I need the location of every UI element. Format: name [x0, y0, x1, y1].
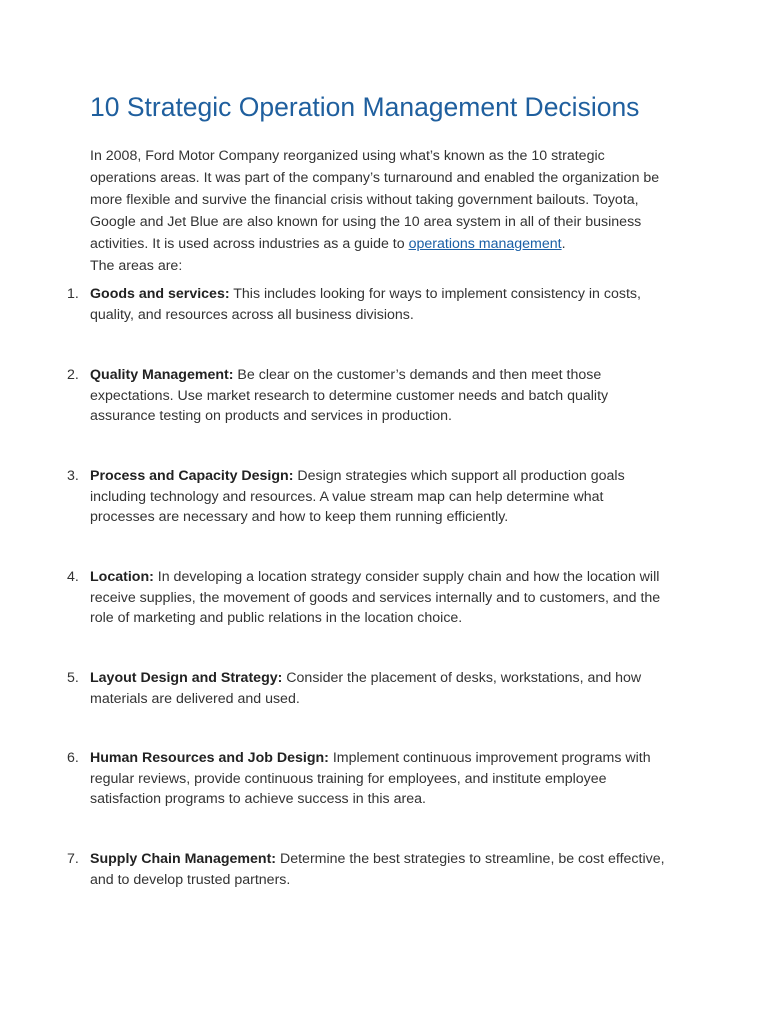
- list-item-line: satisfaction programs to achieve success in this area.: [90, 791, 426, 807]
- list-item-line: expectations. Use market research to determine customer needs and batch quality: [90, 387, 609, 404]
- list-item-number: 5.: [67, 670, 79, 686]
- page-title: 10 Strategic Operation Management Decisions: [90, 92, 640, 122]
- intro-text: activities. It is used across industries as a guide to: [90, 236, 409, 252]
- list-item-line: [90, 849, 690, 870]
- list-item-line: assurance testing on products and services in production.: [90, 408, 452, 424]
- list-item-term: Goods and services:: [90, 286, 230, 302]
- list-item-number: 1.: [67, 286, 79, 302]
- list-item-number: 3.: [67, 468, 79, 484]
- list-item-line: [90, 668, 690, 689]
- list-item-text: Consider the placement of desks, workstations, and how: [282, 670, 642, 686]
- operations-management-link[interactable]: operations management: [408, 236, 562, 252]
- list-item-number: 2.: [67, 367, 79, 383]
- list-item-number: 4.: [67, 569, 79, 585]
- intro-text: .: [561, 236, 566, 252]
- list-item-term: Supply Chain Management:: [90, 851, 277, 867]
- list-item-text: In developing a location strategy consider supply chain and how the location will: [153, 569, 660, 585]
- areas-label: The areas are:: [90, 258, 183, 274]
- list-item-text: Determine the best strategies to streamline, be cost effective,: [276, 851, 665, 867]
- list-item-body: [90, 567, 690, 629]
- list-item-text: Design strategies which support all production goals: [293, 468, 625, 484]
- list-item-line: including technology and resources. A value stream map can help determine what: [90, 488, 604, 505]
- list-item-line: materials are delivered and used.: [90, 690, 300, 707]
- intro-paragraph: [90, 145, 690, 277]
- intro-line: more flexible and survive the financial crisis without taking government bailouts. Toyota,: [90, 192, 639, 208]
- list-item-line: receive supplies, the movement of goods and services internally and to customers, and the: [90, 589, 661, 606]
- list-item-line: role of marketing and public relations in the location choice.: [90, 610, 463, 626]
- list-item-body: [90, 849, 690, 890]
- list-item-term: Location:: [90, 569, 154, 585]
- list-item-line: regular reviews, provide continuous training for employees, and institute employee: [90, 770, 607, 787]
- list-item-line: [90, 284, 690, 305]
- list-item-line: [90, 748, 690, 769]
- intro-line: operations areas. It was part of the company’s turnaround and enabled the organization be: [90, 170, 660, 186]
- list-item-number: 7.: [67, 851, 79, 867]
- intro-line: In 2008, Ford Motor Company reorganized using what’s known as the 10 strategic: [90, 148, 605, 164]
- list-item-term: Human Resources and Job Design:: [90, 750, 329, 766]
- intro-line-with-link: [90, 233, 690, 255]
- list-item-body: [90, 365, 690, 427]
- list-item-text: Be clear on the customer’s demands and then meet those: [233, 367, 602, 383]
- list-item-line: and to develop trusted partners.: [90, 871, 291, 888]
- list-item-text: Implement continuous improvement programs with: [328, 750, 651, 766]
- list-item-body: [90, 668, 690, 709]
- list-item-number: 6.: [67, 750, 79, 766]
- list-item-body: [90, 284, 690, 325]
- list-item-line: [90, 365, 690, 386]
- list-item-body: [90, 466, 690, 528]
- list-item-line: processes are necessary and how to keep them running efficiently.: [90, 509, 509, 525]
- list-item-body: [90, 748, 690, 810]
- list-item-text: This includes looking for ways to implement consistency in costs,: [229, 286, 641, 302]
- list-item-term: Process and Capacity Design:: [90, 468, 294, 484]
- list-item-term: Layout Design and Strategy:: [90, 670, 283, 686]
- list-item-line: quality, and resources across all business divisions.: [90, 306, 414, 323]
- list-item-line: [90, 466, 690, 487]
- list-item-term: Quality Management:: [90, 367, 234, 383]
- list-item-line: [90, 567, 690, 588]
- intro-line: Google and Jet Blue are also known for using the 10 area system in all of their business: [90, 214, 642, 230]
